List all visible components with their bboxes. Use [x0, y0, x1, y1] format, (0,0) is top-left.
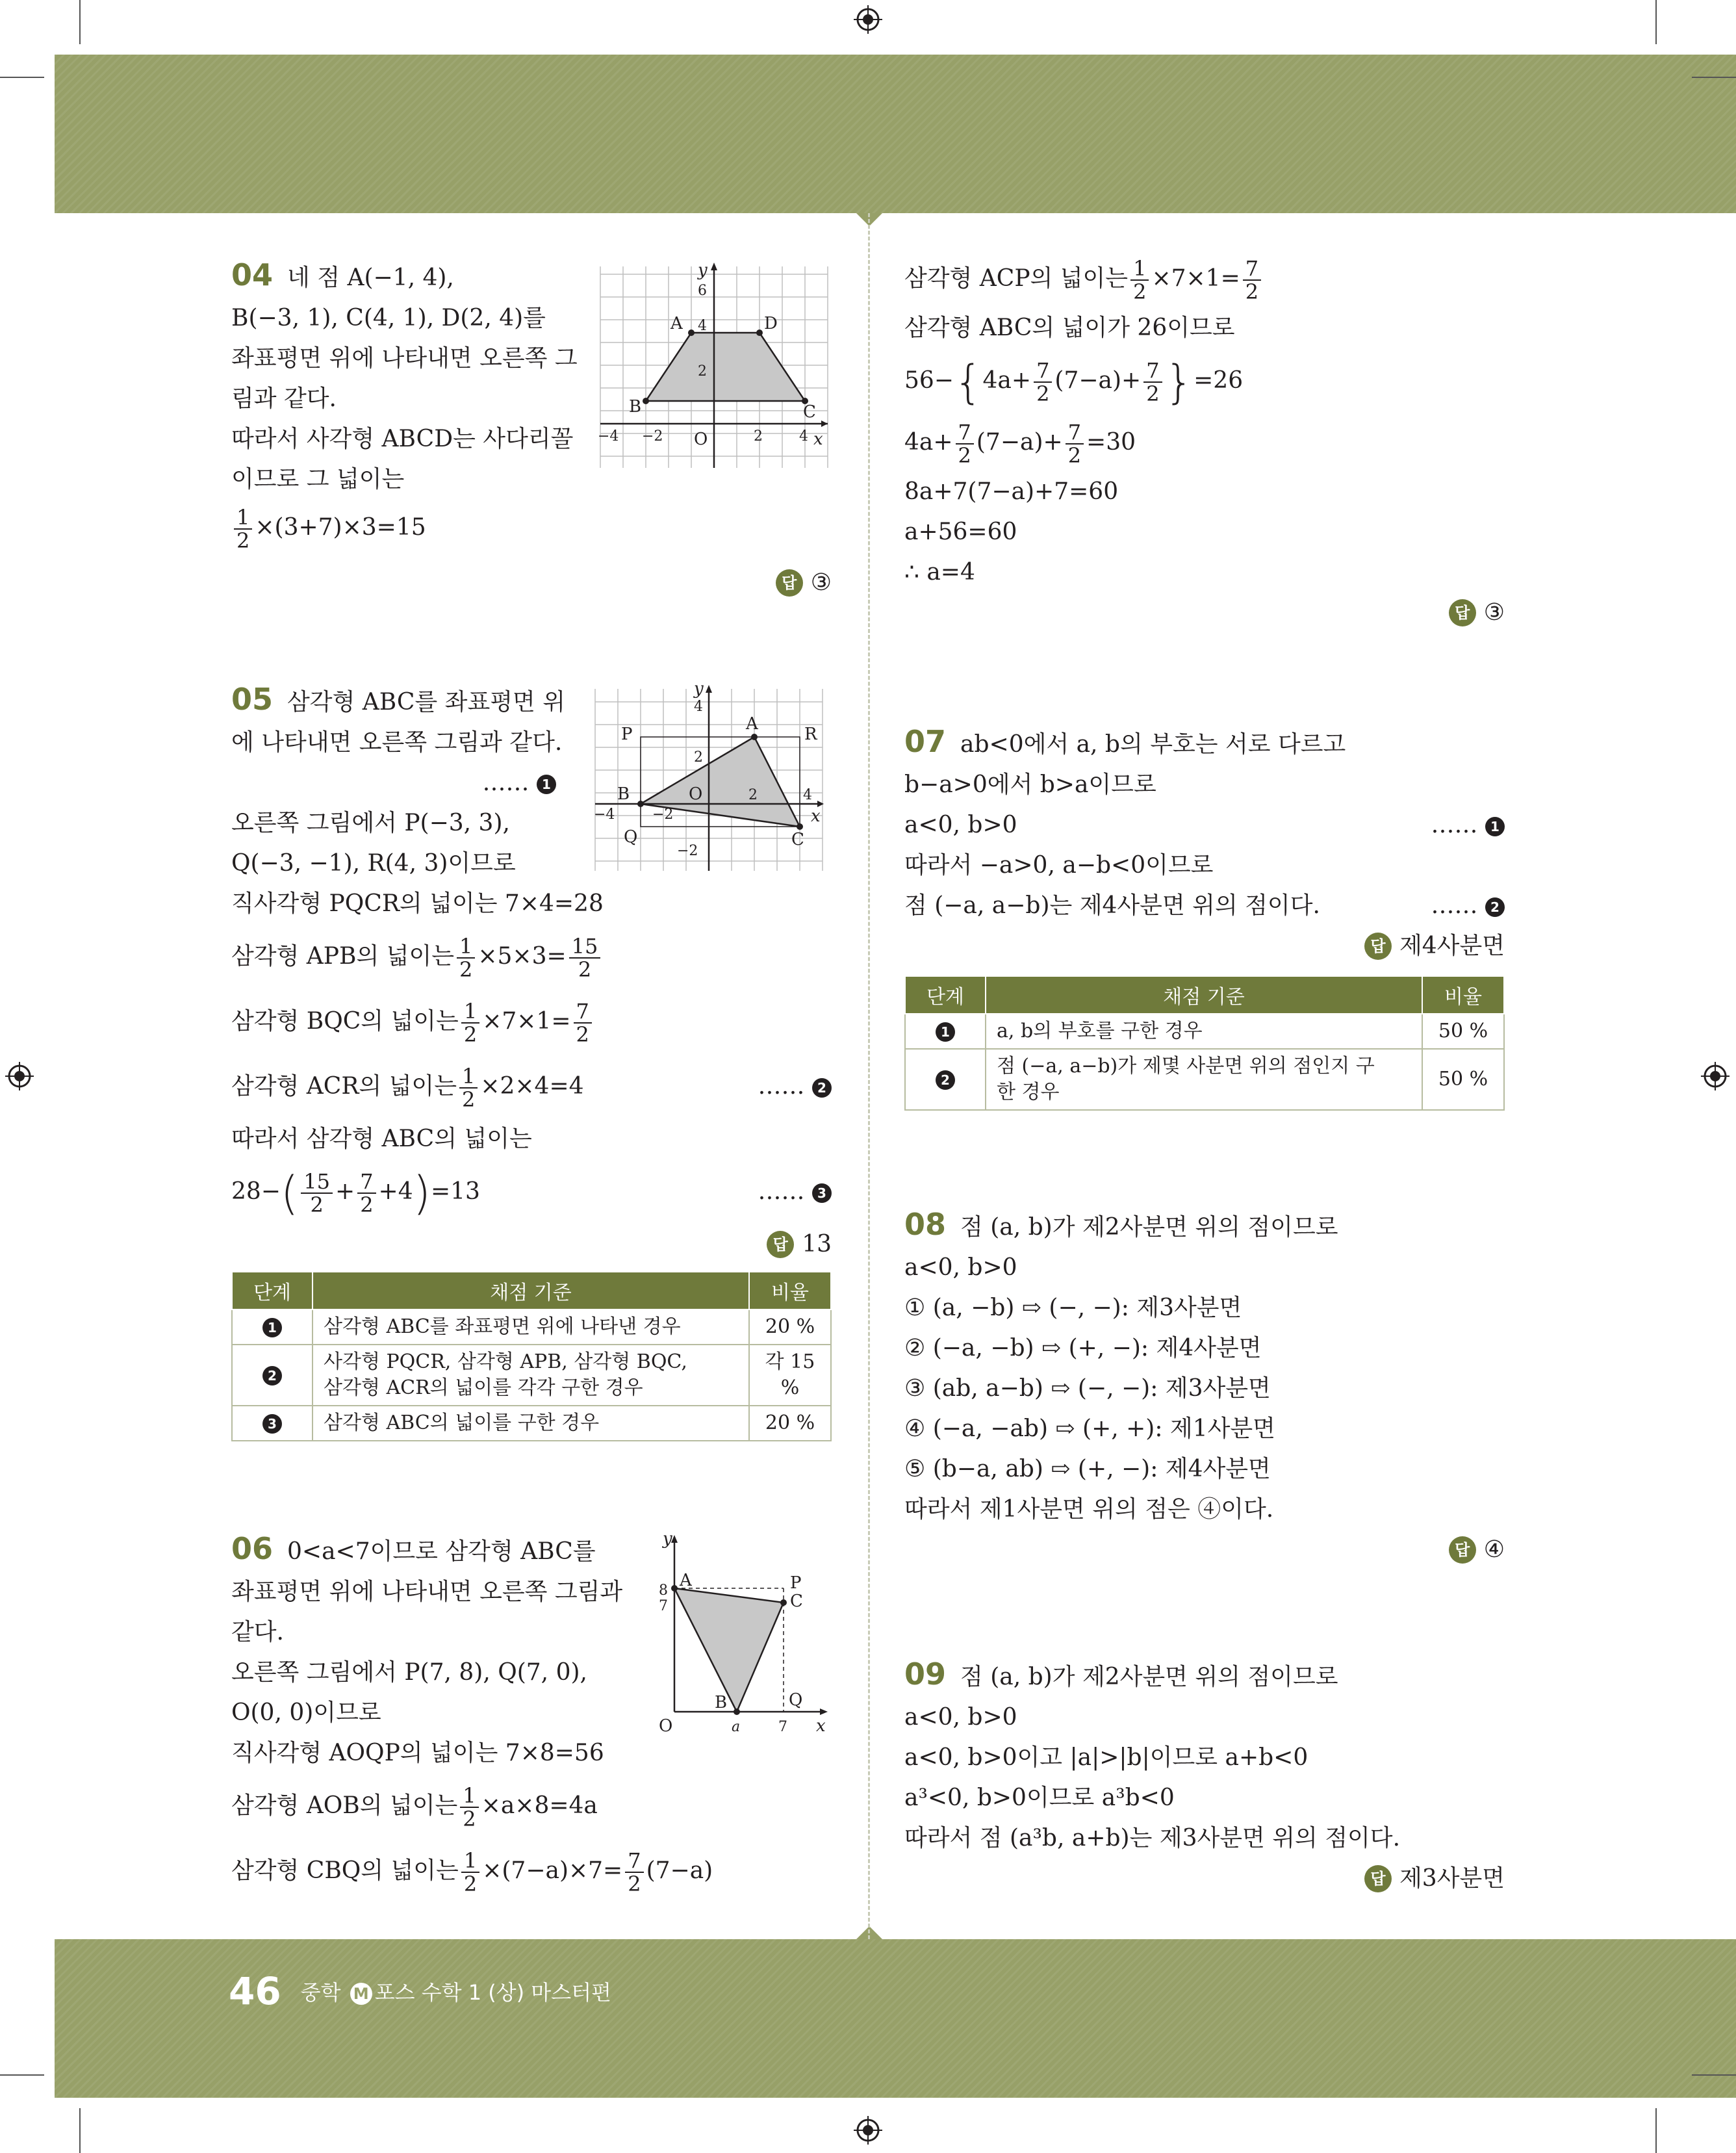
tick-label: 8 — [659, 1582, 668, 1599]
problem-text: 따라서 점 (a³b, a+b)는 제3사분면 위의 점이다. — [904, 1825, 1401, 1851]
step-marker: 1 — [1485, 817, 1505, 836]
problem-text: 점 (−a, a−b)는 제4사분면 위의 점이다. …… 2 — [904, 886, 1505, 926]
problem-text: 림과 같다. — [231, 385, 337, 412]
calc-line: $\frac{1}{2}$ ×(3+7)×3=15 — [231, 506, 569, 552]
grading-table-07 — [904, 975, 1505, 1111]
problem-text: 직사각형 PQCR의 넓이는 7×4=28 — [231, 890, 604, 917]
point-label: A — [680, 1571, 692, 1590]
answer-badge: 답 — [776, 569, 803, 597]
mark-line: …… 1 — [231, 763, 556, 803]
crop-mark — [0, 2074, 44, 2076]
point-label: B — [617, 784, 630, 804]
crop-mark — [79, 2108, 81, 2153]
point-label: R — [804, 725, 817, 744]
point-label: C — [791, 830, 804, 849]
table-row: 3 삼각형 ABC의 넓이를 구한 경우 20 % — [232, 1406, 831, 1441]
choice-line: ③ (ab, a−b) ⇨ (−, −): 제3사분면 — [904, 1375, 1271, 1402]
answer-08 — [904, 1530, 1505, 1570]
tick-label: −4 — [594, 806, 615, 823]
tick-label: 2 — [698, 363, 707, 380]
calc-line: 56−{4a+ $\frac{7}{2}$ (7−a)+ $\frac{7}{2}$ }=26 — [904, 355, 1244, 409]
problem-number: 05 — [231, 682, 274, 717]
problem-text: 오른쪽 그림에서 P(−3, 3), — [231, 810, 510, 836]
step-marker: 3 — [812, 1183, 832, 1203]
problem-text: 삼각형 ABC를 좌표평면 위 — [287, 689, 565, 716]
point-label: B — [715, 1693, 728, 1712]
problem-text: 점 (a, b)가 제2사분면 위의 점이므로 — [960, 1664, 1338, 1690]
problem-text: Q(−3, −1), R(4, 3)이므로 — [231, 850, 516, 877]
tick-label: 7 — [778, 1719, 787, 1735]
point-label: Q — [789, 1690, 803, 1710]
book-title: 중학 M 포스 수학 1 (상) 마스터편 — [300, 1980, 611, 2005]
calc-line: 삼각형 BQC의 넓이는 $\frac{1}{2}$ ×7×1= $\frac{7}{2}$ — [231, 989, 832, 1054]
graph-05 — [593, 685, 826, 873]
grading-table-05 — [231, 1271, 832, 1441]
table-row: 2 점 (−a, a−b)가 제몇 사분면 위의 점인지 구 한 경우 50 % — [905, 1049, 1504, 1110]
problem-04 — [231, 255, 578, 553]
tick-label: −2 — [677, 843, 698, 859]
tick-label: 2 — [748, 787, 758, 803]
m-logo-icon: M — [350, 1983, 372, 2005]
problem-text: 좌표평면 위에 나타내면 오른쪽 그 — [231, 345, 578, 372]
registration-mark-icon — [5, 1062, 34, 1090]
problem-text: O(0, 0)이므로 — [231, 1699, 381, 1726]
crop-mark — [79, 0, 81, 44]
axis-label: y — [663, 1530, 672, 1549]
page-footer — [229, 1969, 611, 2013]
table-row: 1 삼각형 ABC를 좌표평면 위에 나타낸 경우 20 % — [232, 1309, 831, 1345]
problem-06-continued — [904, 250, 1505, 633]
fraction: $\frac{1}{2}$ — [234, 506, 252, 552]
table-header: 채점 기준 — [313, 1272, 749, 1309]
crop-mark — [1655, 0, 1657, 44]
origin-label: O — [694, 430, 708, 449]
point-label: B — [629, 397, 642, 417]
table-header: 비율 — [749, 1272, 831, 1309]
tick-label: −4 — [598, 428, 619, 445]
step-marker: 2 — [812, 1078, 832, 1098]
answer-value: ③ — [1483, 599, 1505, 626]
problem-text: 따라서 사각형 ABCD는 사다리꼴 — [231, 426, 574, 452]
problem-text: 오른쪽 그림에서 P(7, 8), Q(7, 0), — [231, 1659, 587, 1686]
axis-label: y — [698, 261, 708, 280]
point-label: P — [621, 725, 633, 744]
problem-text: 8a+7(7−a)+7=60 — [904, 478, 1119, 505]
crop-mark — [1655, 2108, 1657, 2153]
problem-text: a<0, b>0이고 |a|>|b|이므로 a+b<0 — [904, 1744, 1308, 1771]
problem-text: 따라서 제1사분면 위의 점은 ④이다. — [904, 1496, 1274, 1523]
table-header: 채점 기준 — [986, 976, 1422, 1014]
tick-label: 4 — [803, 787, 812, 803]
table-header: 단계 — [905, 976, 986, 1014]
point-label: P — [790, 1573, 802, 1593]
problem-text: ∴ a=4 — [904, 559, 975, 586]
answer-badge: 답 — [1364, 1865, 1392, 1892]
graph-04 — [596, 261, 830, 469]
answer-value: ③ — [810, 569, 832, 596]
answer-badge: 답 — [1449, 1536, 1476, 1564]
problem-number: 06 — [231, 1531, 274, 1566]
table-row: 2 사각형 PQCR, 삼각형 APB, 삼각형 BQC, 삼각형 ACR의 넓이를 각각 구한 경우 각 15 % — [232, 1345, 831, 1406]
answer-04 — [702, 563, 832, 603]
problem-text: 이므로 그 넓이는 — [231, 466, 405, 493]
problem-text: 0<a<7이므로 삼각형 ABC를 — [287, 1538, 596, 1565]
problem-number: 09 — [904, 1657, 947, 1692]
problem-number: 04 — [231, 257, 274, 292]
point-label: C — [803, 402, 816, 422]
calc-line: 삼각형 CBQ의 넓이는 $\frac{1}{2}$ ×(7−a)×7= $\frac{7}{2}$ (7−a) — [231, 1848, 713, 1896]
problem-text: 따라서 −a>0, a−b<0이므로 — [904, 852, 1214, 879]
calc-line: 삼각형 APB의 넓이는 $\frac{1}{2}$ ×5×3= $\frac{15}{2}$ — [231, 924, 832, 989]
answer-06 — [904, 593, 1505, 633]
choice-line: ④ (−a, −ab) ⇨ (+, +): 제1사분면 — [904, 1415, 1275, 1442]
crop-mark — [0, 77, 44, 78]
choice-line: ② (−a, −b) ⇨ (+, −): 제4사분면 — [904, 1335, 1262, 1361]
tick-label: a — [732, 1719, 741, 1735]
tick-label: 7 — [659, 1598, 668, 1614]
tick-label: 2 — [754, 428, 763, 445]
problem-number: 08 — [904, 1207, 947, 1242]
problem-text: a<0, b>0 …… 1 — [904, 805, 1505, 845]
axis-label: x — [811, 806, 821, 826]
calc-line: 삼각형 ACR의 넓이는 $\frac{1}{2}$ ×2×4=4 …… 2 — [231, 1054, 832, 1119]
header-band — [55, 55, 1736, 213]
crop-mark — [1692, 77, 1736, 78]
choice-line: ① (a, −b) ⇨ (−, −): 제3사분면 — [904, 1295, 1242, 1321]
problem-text: 에 나타내면 오른쪽 그림과 같다. — [231, 729, 563, 756]
tick-label: 4 — [694, 699, 703, 715]
problem-text: a<0, b>0 — [904, 1704, 1017, 1731]
tick-label: 2 — [694, 749, 703, 766]
calc-line: 28−( $\frac{15}{2}$ + $\frac{7}{2}$ +4)=13 …… 3 — [231, 1159, 832, 1224]
answer-09 — [904, 1859, 1505, 1899]
registration-mark-icon — [1701, 1062, 1730, 1090]
problem-text: a<0, b>0 — [904, 1254, 1017, 1281]
problem-text: b−a>0에서 b>a이므로 — [904, 771, 1156, 798]
tick-label: −2 — [652, 806, 674, 823]
problem-text: 따라서 삼각형 ABC의 넓이는 — [231, 1126, 532, 1152]
point-label: Q — [624, 827, 638, 847]
answer-badge: 답 — [767, 1231, 794, 1258]
tick-label: 4 — [799, 428, 808, 445]
problem-text: 네 점 A(−1, 4), — [287, 264, 454, 291]
problem-text: 점 (a, b)가 제2사분면 위의 점이므로 — [960, 1214, 1338, 1241]
problem-text: a³<0, b>0이므로 a³b<0 — [904, 1785, 1175, 1811]
problem-text: 직사각형 AOQP의 넓이는 7×8=56 — [231, 1740, 604, 1766]
tick-label: 6 — [698, 283, 707, 299]
problem-text: B(−3, 1), C(4, 1), D(2, 4)를 — [231, 305, 546, 331]
registration-mark-icon — [854, 5, 882, 34]
problem-text: a+56=60 — [904, 519, 1017, 545]
step-marker: 1 — [537, 775, 556, 794]
problem-09 — [904, 1654, 1505, 1899]
answer-05 — [231, 1224, 832, 1265]
page-number: 46 — [229, 1969, 281, 2013]
answer-value: 13 — [802, 1231, 832, 1257]
choice-line: ⑤ (b−a, ab) ⇨ (+, −): 제4사분면 — [904, 1456, 1271, 1482]
answer-badge: 답 — [1449, 599, 1476, 626]
column-divider — [868, 213, 870, 1939]
calc-line: 삼각형 ACP의 넓이는 $\frac{1}{2}$ ×7×1= $\frac{7}{2}$ — [904, 250, 1505, 308]
table-row: 1 a, b의 부호를 구한 경우 50 % — [905, 1014, 1504, 1049]
tick-label: −2 — [642, 428, 663, 445]
footer-band — [55, 1939, 1736, 2098]
answer-badge: 답 — [1364, 933, 1392, 960]
answer-value: 제3사분면 — [1399, 1865, 1505, 1892]
origin-label: O — [689, 784, 703, 804]
point-label: C — [790, 1592, 803, 1611]
answer-value: ④ — [1483, 1536, 1505, 1563]
problem-number: 07 — [904, 724, 947, 759]
problem-07 — [904, 721, 1505, 1111]
calc-line: 4a+ $\frac{7}{2}$ (7−a)+ $\frac{7}{2}$ =30 — [904, 420, 1136, 468]
table-header: 비율 — [1422, 976, 1504, 1014]
triangle-abc — [674, 1588, 784, 1712]
axis-label: x — [816, 1716, 826, 1736]
point-label: A — [746, 714, 758, 734]
problem-text: 삼각형 ABC의 넓이가 26이므로 — [904, 315, 1235, 341]
table-header: 단계 — [232, 1272, 313, 1309]
crop-mark — [1692, 2074, 1736, 2076]
tick-label: 4 — [698, 318, 707, 334]
answer-07 — [904, 926, 1505, 966]
problem-text: ab<0에서 a, b의 부호는 서로 다르고 — [960, 731, 1346, 758]
problem-text: 좌표평면 위에 나타내면 오른쪽 그림과 — [231, 1579, 623, 1605]
point-label: A — [670, 314, 683, 333]
axis-label: x — [813, 430, 823, 449]
calc-line: 삼각형 AOB의 넓이는 $\frac{1}{2}$ ×a×8=4a — [231, 1783, 598, 1831]
origin-label: O — [659, 1716, 673, 1736]
graph-06 — [626, 1530, 834, 1738]
problem-text: 같다. — [231, 1619, 284, 1645]
problem-08 — [904, 1204, 1505, 1570]
registration-mark-icon — [854, 2116, 882, 2145]
step-marker: 2 — [1485, 897, 1505, 917]
point-label: D — [764, 314, 778, 333]
answer-value: 제4사분면 — [1399, 933, 1505, 959]
axis-label: y — [694, 685, 704, 699]
